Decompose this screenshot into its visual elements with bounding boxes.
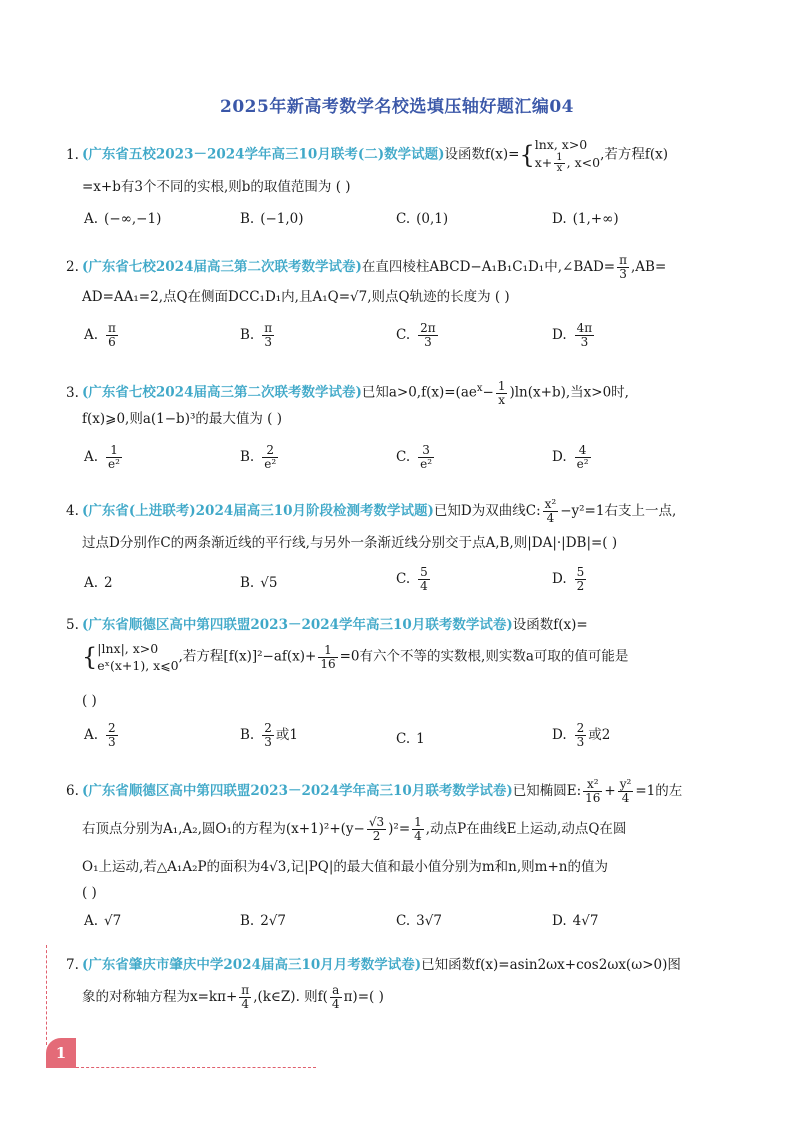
dashed-margin-line <box>46 945 47 1045</box>
option-d[interactable]: D. $\frac{2}{3}$ 或2 <box>552 721 611 749</box>
q1-options <box>84 208 724 236</box>
option-b[interactable]: B. 2√7 <box>240 913 286 929</box>
option-c[interactable]: C. $\frac{3}{\text{e²}}$ <box>396 443 433 471</box>
brace-icon: { <box>519 141 535 169</box>
page-title: 2025年新高考数学名校选填压轴好题汇编04 <box>220 97 574 117</box>
q4-source: (广东省(上进联考)2024届高三10月阶段检测考数学试题) <box>82 503 434 519</box>
q4-options <box>84 566 724 594</box>
option-b[interactable]: B. (−1,0) <box>240 211 304 227</box>
q6-options <box>84 910 724 938</box>
option-d[interactable]: D. (1,+∞) <box>552 211 619 227</box>
q3-source: (广东省七校2024届高三第二次联考数学试卷) <box>82 384 362 401</box>
option-c[interactable]: C. $\frac{5}{4}$ <box>396 565 428 593</box>
option-d[interactable]: D. $\frac{4\pi}{3}$ <box>552 321 593 349</box>
q1-line1: 1. (广东省五校2023－2024学年高三10月联考(二)数学试题)设函数f(x)={ lnx, x>0 x+ $\frac{1}{x}$ , x<0 ,若方程f(x) <box>66 137 669 174</box>
q2-source: (广东省七校2024届高三第二次联考数学试卷) <box>82 259 362 275</box>
q7-source: (广东省肇庆市肇庆中学2024届高三10月月考数学试卷) <box>82 957 422 973</box>
option-a[interactable]: A. 2 <box>84 575 113 591</box>
option-c[interactable]: C. 1 <box>396 731 425 747</box>
option-a[interactable]: A. $\frac{2}{3}$ <box>84 721 116 749</box>
question-6: 6. (广东省顺德区高中第四联盟2023－2024学年高三10月联考数学试卷)已知椭圆E: $\frac{\text{x²}}{16}$ + $\frac{\text{y²}}{4}$ =1的左 右顶点分别为A₁,A₂,圆O₁的方程为(x+1)²+(y− $\frac{√3}{2}$ )²= $\frac{1}{4}$ ,动点P在曲线E上运动,动点Q在圆 O₁上运动,若△A₁A₂P的面积为4√3,记|PQ|的最大值和最小值分别为m和n,则m+n的值为 ( ) A. √7 B. 2√7 C. 3√7 D. 4√7 <box>66 776 742 936</box>
question-3: 3. (广东省七校2024届高三第二次联考数学试卷)已知$a>0,f(x)=(ae^x-$ $\frac{1}{x}$ )ln(x+b),当x>0时, f(x)⩾0,则a(1−b)³的最大值为 ( ) A. $\frac{1}{\text{e²}}$ B. $\frac{2}{\text{e²}}$ C. $\frac{3}{\text{e²}}$ D. $\frac{4}{\text{e²}}$ <box>66 372 742 482</box>
q3-options <box>84 444 724 472</box>
q2-options <box>84 322 724 350</box>
option-c[interactable]: C. $\frac{2\pi}{3}$ <box>396 321 436 349</box>
option-a[interactable]: A. (−∞,−1) <box>84 211 162 227</box>
option-b[interactable]: B. $\frac{2}{3}$ 或1 <box>240 721 298 749</box>
page-number-badge: 1 <box>46 1038 76 1068</box>
q5-source: (广东省顺德区高中第四联盟2023－2024学年高三10月联考数学试卷) <box>82 617 513 633</box>
question-7: 7. (广东省肇庆市肇庆中学2024届高三10月月考数学试卷)已知函数f(x)=asin2ωx+cos2ωx(ω>0)图 象的对称轴方程为x=kπ+ $\frac{\pi}{4}$ ,(k∈Z). 则f( $\frac{a}{4}$ π)=( ) <box>66 957 681 1011</box>
question-4: 4. (广东省(上进联考)2024届高三10月阶段检测考数学试题)已知D为双曲线C: $\frac{\text{x²}}{4}$ −y²=1右支上一点, 过点D分别作C的两条渐近线的平行线,与另外一条渐近线分别交于点A,B,则|DA|·|DB|=( ) A. 2 B. √5 C. $\frac{5}{4}$ D. $\frac{5}{2}$ <box>66 494 742 604</box>
option-d[interactable]: D. $\frac{5}{2}$ <box>552 565 585 593</box>
option-a[interactable]: A. √7 <box>84 913 122 929</box>
brace-icon: { <box>82 643 98 671</box>
option-b[interactable]: B. $\frac{\pi}{3}$ <box>240 321 273 349</box>
question-2: 2. (广东省七校2024届高三第二次联考数学试卷)在直四棱柱ABCD−A₁B₁C₁D₁中,∠BAD= $\frac{\pi}{3}$ ,AB= AD=AA₁=2,点Q在侧面DCC₁D₁内,且A₁Q=√7,则点Q轨迹的长度为 ( ) A. $\frac{\pi}{6}$ B. $\frac{\pi}{3}$ C. $\frac{2\pi}{3}$ D. $\frac{4\pi}{3}$ <box>66 250 742 360</box>
q5-options <box>84 722 724 750</box>
option-b[interactable]: B. $\frac{2}{\text{e²}}$ <box>240 443 277 471</box>
option-c[interactable]: C. 3√7 <box>396 913 442 929</box>
option-a[interactable]: A. $\frac{\pi}{6}$ <box>84 321 116 349</box>
option-a[interactable]: A. $\frac{1}{\text{e²}}$ <box>84 443 120 471</box>
option-d[interactable]: D. 4√7 <box>552 913 599 929</box>
option-c[interactable]: C. (0,1) <box>396 211 449 227</box>
option-d[interactable]: D. $\frac{4}{\text{e²}}$ <box>552 443 589 471</box>
q1-source: (广东省五校2023－2024学年高三10月联考(二)数学试题) <box>82 146 445 163</box>
dashed-footer-line <box>76 1067 316 1068</box>
question-1: 1. (广东省五校2023－2024学年高三10月联考(二)数学试题)设函数f(x)={ lnx, x>0 x+ $\frac{1}{x}$ , x<0 ,若方程f(x) =x+b有3个不同的实根,则b的取值范围为 ( ) A. (−∞,−1) B. (−1,0) C. (0,1) D. (1,+∞) <box>66 128 742 228</box>
question-5: 5. (广东省顺德区高中第四联盟2023－2024学年高三10月联考数学试卷)设函数f(x)= { |lnx|, x>0 eˣ(x+1), x⩽0 ,若方程[f(x)]²−af(x)+ $\frac{1}{16}$ =0有六个不等的实数根,则实数a可取的值可能是 ( ) A. $\frac{2}{3}$ B. $\frac{2}{3}$ 或1 C. 1 D. $\frac{2}{3}$ 或2 <box>66 612 742 762</box>
q6-source: (广东省顺德区高中第四联盟2023－2024学年高三10月联考数学试卷) <box>82 783 513 799</box>
option-b[interactable]: B. √5 <box>240 575 278 591</box>
